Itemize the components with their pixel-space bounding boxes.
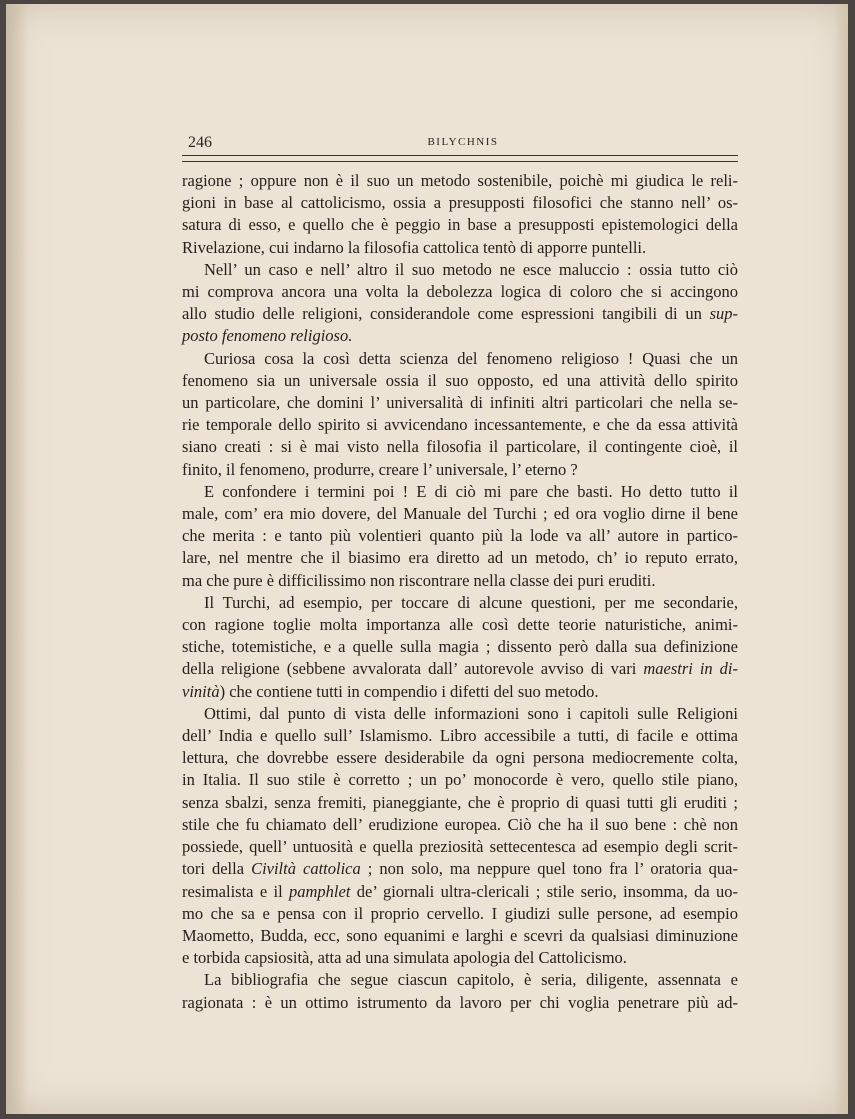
text-line: gioni in base al cattolicismo, ossia a presupposti filosofici che stanno nell’ os- [182,193,738,213]
text-run: de’ giornali ultra-clericali ; stile serio, insomma, da uo- [350,881,738,901]
italic-text: sup- [709,304,738,324]
text-line: lettura, che dovrebbe essere desiderabile da ogni persona mediocremente colta, [182,748,738,768]
text-run: allo studio delle religioni, considerandole come espressioni tangibili di un [182,304,710,324]
text-line: siano creati : si è mai visto nella filosofia il particolare, il contingente cioè, il [182,437,738,457]
text-line: Curiosa cosa la così detta scienza del fenomeno religioso ! Quasi che un [204,348,738,368]
italic-text: Civiltà cattolica [251,859,361,879]
text-line [182,325,738,347]
text-line: lare, nel mentre che il biasimo era diretto ad un metodo, ch’ io reputo errato, [182,548,738,568]
text-line: mo che sa e pensa con il proprio cervello. I giudizi sulle persone, ad esempio [182,903,738,923]
text-line [182,858,738,880]
italic-text: maestri in di- [643,659,739,679]
page-number: 246 [188,134,212,151]
text-line: finito, il fenomeno, produrre, creare l’ universale, l’ eterno ? [182,459,578,479]
text-line: possiede, quell’ untuosità e quella preziosità settecentesca ad esempio degli scrit- [182,837,738,857]
text-line: dell’ India e quello sull’ Islamismo. Libro accessibile a tutti, di facile e ottima [182,726,738,746]
text-line: senza sbalzi, senza fremiti, pianeggiante, che è proprio di quasi tutti gli eruditi ; [182,792,738,812]
paragraph [182,170,738,259]
text-line: con ragione toglie molta importanza alle così dette teorie naturistiche, animi- [182,615,738,635]
paragraph [182,703,738,969]
text-line: ragionata : è un ottimo istrumento da lavoro per chi voglia penetrare più ad- [182,992,738,1012]
text-line [182,303,738,325]
text-run: della religione (sebbene avvalorata dall’ autorevole avviso di vari [182,659,644,679]
text-line: e torbida capsiosità, atta ad una simulata apologia del Cattolicismo. [182,948,627,968]
text-run: ) che contiene tutti in compendio i difetti del suo metodo. [219,681,599,701]
text-line: che merita : e tanto più volentieri quanto più la lode va all’ autore in partico- [182,526,738,546]
italic-text: pamphlet [289,881,351,901]
text-line: ma che pure è difficilissimo non riscontrare nella classe dei puri eruditi. [182,570,656,590]
paragraph [182,348,738,481]
text-line [182,681,738,703]
paragraph [182,481,738,592]
text-line: Ottimi, dal punto di vista delle informazioni sono i capitoli sulle Religioni [204,703,738,723]
paragraph [182,259,738,348]
text-line [182,881,738,903]
text-line: stiche, totemistiche, e a quelle sulla magia ; dissento però dalla sua definizione [182,637,738,657]
text-run: tori della [182,859,252,879]
paragraph [182,969,738,1013]
text-line: male, com’ era mio dovere, del Manuale del Turchi ; ed ora voglio dirne il bene [182,504,738,524]
text-line: rie temporale dello spirito si avvicendano incessantemente, e che da essa attività [182,415,738,435]
header-double-rule [182,155,738,162]
text-line: fenomeno sia un universale ossia il suo opposto, ed una attività dello spirito [182,370,738,390]
text-line: E confondere i termini poi ! E di ciò mi pare che basti. Ho detto tutto il [204,481,738,501]
text-line: La bibliografia che segue ciascun capitolo, è seria, diligente, assennata e [204,970,738,990]
text-line: mi comprova ancora una volta la debolezza logica di coloro che si accingono [182,282,738,302]
journal-title: BILYCHNIS [427,136,499,148]
body-text [182,170,738,1014]
italic-text: posto fenomeno religioso. [182,326,353,346]
italic-text: vinità [182,681,220,701]
text-line: Maometto, Budda, ecc, sono equanimi e larghi e scevri da qualsiasi diminuzione [182,925,738,945]
text-line: Nell’ un caso e nell’ altro il suo metodo ne esce maluccio : ossia tutto ciò [204,259,738,279]
text-line: in Italia. Il suo stile è corretto ; un po’ monocorde è vero, quello stile piano, [182,770,738,790]
text-line: stile che fu chiamato dell’ erudizione europea. Ciò che ha il suo bene : chè non [182,814,738,834]
running-head [188,134,738,154]
text-line: ragione ; oppure non è il suo un metodo sostenibile, poichè mi giudica le reli- [182,171,738,190]
text-line: un particolare, che domini l’ universalità di infiniti altri particolari che nella se- [182,393,738,413]
text-line: satura di esso, e quello che è peggio in base a presupposti epistemologici della [182,215,738,235]
text-line [182,658,738,680]
text-run: resimalista e il [182,881,289,901]
text-line: Rivelazione, cui indarno la filosofia cattolica tentò di apporre puntelli. [182,237,647,257]
text-line: Il Turchi, ad esempio, per toccare di alcune questioni, per me secondarie, [204,592,738,612]
paragraph [182,592,738,703]
text-run: ; non solo, ma neppure quel tono fra l’ oratoria qua- [360,859,739,879]
